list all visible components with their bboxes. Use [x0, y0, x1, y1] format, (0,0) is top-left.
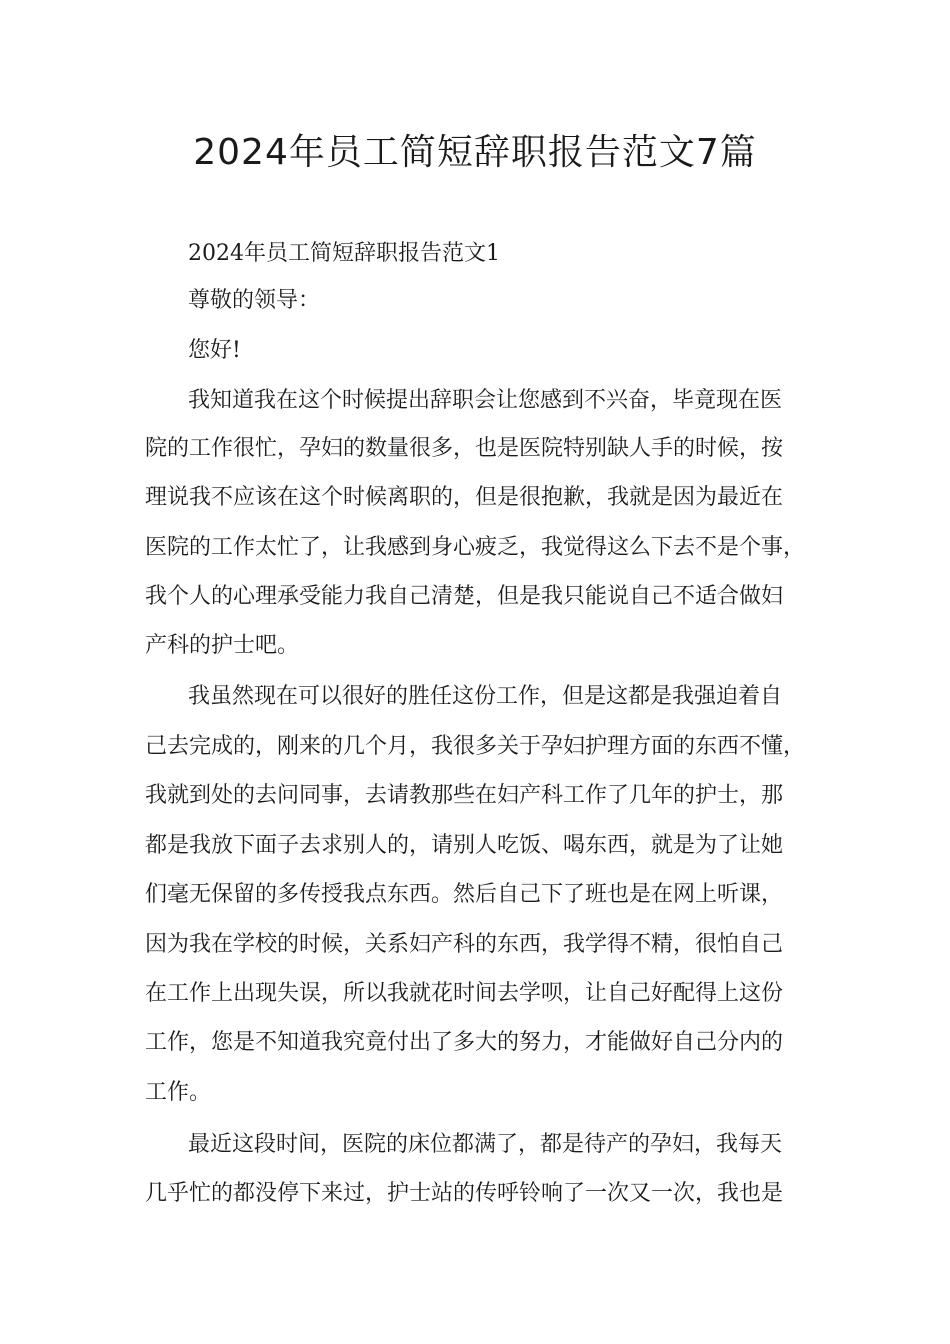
paragraph-line: 在工作上出现失误，所以我就花时间去学呗，让自己好配得上这份	[145, 981, 784, 1006]
paragraph-line: 几乎忙的都没停下来过，护士站的传呼铃响了一次又一次，我也是	[145, 1181, 784, 1206]
paragraph-line: 医院的工作太忙了，让我感到身心疲乏，我觉得这么下去不是个事，	[145, 535, 806, 560]
paragraph-line: 我虽然现在可以很好的胜任这份工作，但是这都是我强迫着自	[188, 684, 783, 709]
paragraph-line: 院的工作很忙，孕妇的数量很多，也是医院特别缺人手的时候，按	[145, 436, 784, 461]
document-title: 2024年员工简短辞职报告范文7篇	[193, 132, 757, 173]
paragraph-line: 产科的护士吧。	[145, 633, 300, 658]
paragraph-line: 己去完成的，刚来的几个月，我很多关于孕妇护理方面的东西不懂，	[145, 734, 806, 759]
paragraph-line: 工作，您是不知道我究竟付出了多大的努力，才能做好自己分内的	[145, 1030, 784, 1055]
paragraph-line: 工作。	[145, 1080, 212, 1105]
paragraph-line: 我知道我在这个时候提出辞职会让您感到不兴奋，毕竟现在医	[188, 388, 783, 413]
section-heading: 2024年员工简短辞职报告范文1	[188, 241, 500, 266]
paragraph-line: 们毫无保留的多传授我点东西。然后自己下了班也是在网上听课，	[145, 882, 784, 907]
paragraph-line: 最近这段时间，医院的床位都满了，都是待产的孕妇，我每天	[188, 1132, 783, 1157]
paragraph-line: 理说我不应该在这个时候离职的，但是很抱歉，我就是因为最近在	[145, 485, 784, 510]
paragraph-line: 因为我在学校的时候，关系妇产科的东西，我学得不精，很怕自己	[145, 932, 784, 957]
salutation: 尊敬的领导：	[188, 288, 321, 313]
paragraph-line: 我个人的心理承受能力我自己清楚，但是我只能说自己不适合做妇	[145, 584, 784, 609]
paragraph-line: 都是我放下面子去求别人的，请别人吃饭、喝东西，就是为了让她	[145, 833, 784, 858]
greeting: 您好!	[188, 338, 241, 363]
paragraph-line: 我就到处的去问同事，去请教那些在妇产科工作了几年的护士，那	[145, 783, 784, 808]
